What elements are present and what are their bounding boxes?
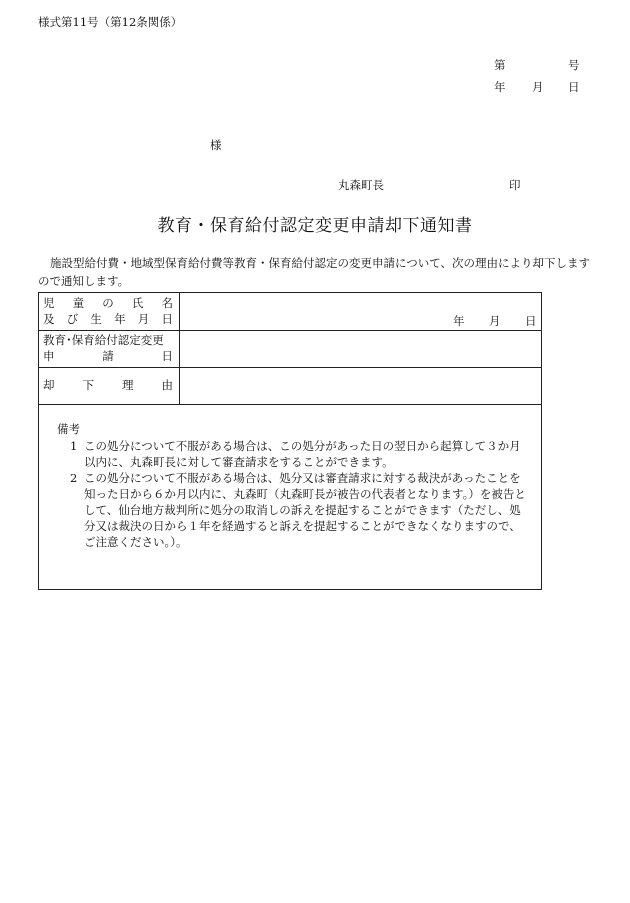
- notice-table: [38, 292, 542, 590]
- issue-date-month: 月: [532, 80, 544, 94]
- birth-date-day: 日: [525, 314, 537, 328]
- child-name-label-line2: [43, 311, 173, 327]
- birth-date-year: 年: [453, 314, 465, 328]
- label-char: 児: [43, 296, 55, 310]
- remarks-item-text: この処分について不服がある場合は、処分又は審査請求に対する裁決があったことを知った日から６か月以内に、丸森町（丸森町長が被告の代表者となります。）を被告として、仙台地方裁判所に処分の取消しの訴えを提起することができます（ただし、処分又は裁決の日から１年を経過すると訴えを提起することができなくなりますので、ご注意ください。）。: [84, 471, 526, 549]
- label-char: 年: [114, 312, 126, 326]
- issue-date-year: 年: [494, 80, 506, 94]
- rejection-reason-label-line: [43, 377, 173, 393]
- label-char: 理: [122, 378, 134, 392]
- issuer-name: 丸森町長: [338, 178, 384, 192]
- label-char: 月: [137, 312, 150, 326]
- label-char: 由: [161, 378, 173, 392]
- label-char: 却: [43, 378, 55, 392]
- label-char: 下: [82, 378, 94, 392]
- application-date-row: [39, 330, 541, 368]
- label-char: 日: [161, 312, 173, 326]
- remarks-item: [57, 470, 527, 550]
- label-char: び: [66, 312, 79, 326]
- remarks-item-text: この処分について不服がある場合は、この処分があった日の翌日から起算して３か月以内に、丸森町長に対して審査請求をすることができます。: [84, 439, 521, 469]
- remarks-section: [57, 421, 527, 550]
- label-char: 童: [72, 296, 85, 310]
- document-number-suffix: 号: [568, 58, 580, 72]
- application-date-label-line1: 教育･保育給付認定変更: [43, 333, 164, 347]
- rejection-reason-label: [39, 367, 180, 404]
- remarks-item: [57, 438, 527, 470]
- application-date-label: [39, 330, 180, 367]
- rejection-reason-row: [39, 367, 541, 405]
- child-name-label: [39, 293, 180, 330]
- addressee-honorific: 様: [210, 138, 222, 152]
- document-title: 教育・保育給付認定変更申請却下通知書: [157, 216, 473, 236]
- document-number-prefix: 第: [494, 58, 506, 72]
- remarks-item-number: 1: [70, 439, 78, 453]
- label-char: の: [102, 296, 114, 310]
- label-char: 名: [161, 296, 173, 310]
- application-date-label-line2: [43, 348, 173, 364]
- remarks-title: 備考: [57, 422, 80, 436]
- birth-date-month: 月: [489, 314, 501, 328]
- label-char: 申: [43, 349, 55, 363]
- body-text: 施設型給付費・地域型保育給付費等教育・保育給付認定の変更申請について、次の理由により却下しますので通知します。: [38, 256, 591, 288]
- remarks-item-number: 2: [70, 471, 78, 485]
- label-char: 請: [102, 349, 114, 363]
- label-char: 生: [90, 312, 102, 326]
- issue-date-day: 日: [568, 80, 580, 94]
- label-char: 日: [161, 349, 173, 363]
- child-name-label-line1: [43, 295, 173, 311]
- label-char: 氏: [131, 296, 144, 310]
- child-name-row: [39, 293, 541, 331]
- seal-mark: 印: [509, 178, 521, 192]
- label-char: 及: [43, 312, 55, 326]
- form-number: 様式第11号（第12条関係）: [38, 15, 183, 29]
